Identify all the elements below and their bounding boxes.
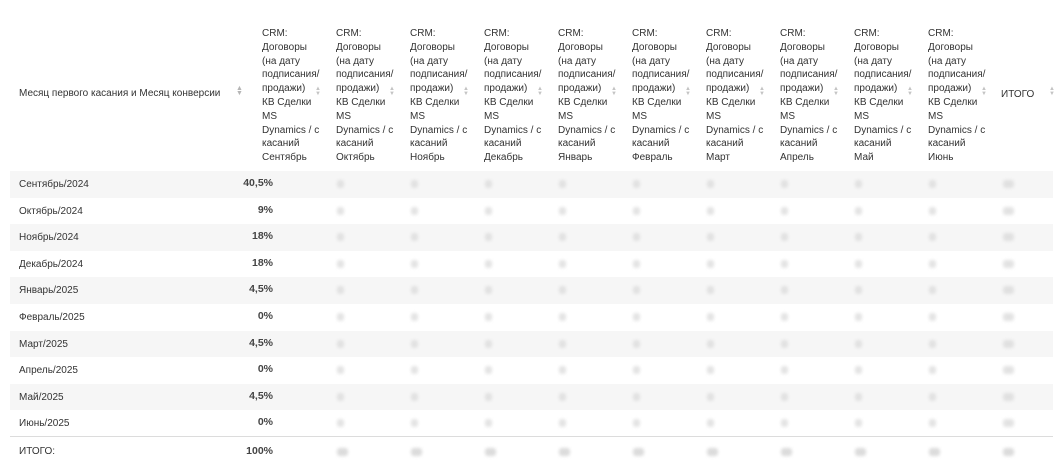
- obscured-cell: [707, 366, 714, 374]
- obscured-cell: [485, 393, 492, 401]
- obscured-cell: [633, 260, 640, 268]
- obscured-cell: [633, 207, 640, 215]
- header-column-line: подписания/: [262, 69, 320, 81]
- header-column-line: подписания/: [336, 69, 394, 81]
- sort-arrows-icon[interactable]: ▲ ▼: [759, 86, 765, 97]
- obscured-cell: [781, 393, 788, 401]
- obscured-cell: [781, 180, 788, 188]
- header-column-line: (на дату: [928, 55, 967, 67]
- header-column-line: продажи): [410, 83, 454, 95]
- header-column-line: Dynamics / с: [706, 124, 764, 136]
- obscured-cell: [855, 207, 862, 215]
- header-column-line: Dynamics / с: [410, 124, 468, 136]
- header-column-line: касаний: [484, 138, 522, 150]
- obscured-cell: [559, 207, 566, 215]
- obscured-cell: [337, 340, 344, 348]
- obscured-cell: [1003, 393, 1014, 401]
- obscured-cell: [559, 419, 566, 427]
- header-column-line: CRM:: [484, 28, 510, 39]
- obscured-cell: [781, 340, 788, 348]
- obscured-total-cell: [559, 448, 570, 456]
- obscured-cell: [559, 260, 566, 268]
- obscured-cell: [633, 313, 640, 321]
- header-column-line: Dynamics / с: [632, 124, 690, 136]
- header-column-line: подписания/: [632, 69, 690, 81]
- table-row: [10, 251, 1053, 278]
- sort-arrows-icon[interactable]: ▲ ▼: [685, 86, 691, 97]
- row-share: 18%: [251, 256, 273, 269]
- header-column-line: касаний: [632, 138, 670, 150]
- header-column-line: подписания/: [484, 69, 542, 81]
- obscured-cell: [633, 340, 640, 348]
- obscured-cell: [1003, 366, 1014, 374]
- obscured-cell: [929, 180, 936, 188]
- obscured-cell: [633, 419, 640, 427]
- obscured-total-cell: [855, 448, 866, 456]
- obscured-cell: [707, 233, 714, 241]
- obscured-cell: [559, 313, 566, 321]
- obscured-cell: [337, 313, 344, 321]
- header-column-line: CRM:: [706, 28, 732, 39]
- header-column-line: продажи): [706, 83, 750, 95]
- header-column-line: Ноябрь: [410, 152, 445, 164]
- obscured-cell: [707, 419, 714, 427]
- header-column-line: Октябрь: [336, 152, 375, 164]
- obscured-cell: [929, 286, 936, 294]
- obscured-cell: [337, 260, 344, 268]
- row-share: 0%: [257, 310, 273, 322]
- obscured-cell: [855, 340, 862, 348]
- header-column-line: (на дату: [410, 55, 449, 67]
- obscured-cell: [633, 286, 640, 294]
- header-column-line: CRM:: [780, 28, 806, 39]
- obscured-cell: [855, 366, 862, 374]
- header-column-line: КВ Сделки: [706, 96, 756, 108]
- row-label: Июнь/2025: [19, 418, 70, 430]
- obscured-cell: [855, 180, 862, 188]
- obscured-cell: [707, 313, 714, 321]
- obscured-cell: [337, 366, 344, 374]
- header-column-line: подписания/: [706, 69, 764, 81]
- header-column-line: КВ Сделки: [336, 96, 386, 108]
- obscured-cell: [781, 366, 788, 374]
- header-column-line: CRM:: [410, 28, 436, 39]
- obscured-total-cell: [411, 448, 422, 456]
- header-column-line: продажи): [336, 83, 380, 95]
- header-column-line: КВ Сделки: [558, 96, 608, 108]
- header-column-line: Dynamics / с: [854, 124, 912, 136]
- obscured-total-cell: [707, 448, 718, 456]
- header-column-line: Dynamics / с: [262, 124, 320, 136]
- obscured-cell: [485, 286, 492, 294]
- obscured-cell: [411, 419, 418, 427]
- obscured-cell: [411, 313, 418, 321]
- obscured-cell: [633, 393, 640, 401]
- header-column-line: продажи): [780, 83, 824, 95]
- total-share: 100%: [246, 445, 273, 457]
- obscured-cell: [1003, 207, 1014, 215]
- row-share: 18%: [251, 230, 273, 243]
- header-column-line: подписания/: [928, 69, 986, 81]
- header-column-line: Dynamics / с: [336, 124, 394, 136]
- obscured-cell: [633, 366, 640, 374]
- obscured-cell: [559, 286, 566, 294]
- obscured-cell: [781, 313, 788, 321]
- obscured-cell: [559, 180, 566, 188]
- header-column-line: MS: [336, 110, 351, 122]
- obscured-cell: [707, 180, 714, 188]
- obscured-cell: [855, 313, 862, 321]
- header-column-line: Договоры: [336, 41, 381, 53]
- header-column-line: Договоры: [410, 41, 455, 53]
- row-share: 40,5%: [243, 177, 273, 189]
- header-column-line: КВ Сделки: [410, 96, 460, 108]
- obscured-cell: [411, 180, 418, 188]
- obscured-cell: [929, 419, 936, 427]
- row-share: 0%: [257, 363, 273, 376]
- table-header: [0, 0, 1053, 172]
- row-label: Сентябрь/2024: [19, 179, 89, 190]
- obscured-cell: [337, 207, 344, 215]
- header-column-line: подписания/: [854, 69, 912, 81]
- header-column-line: касаний: [854, 138, 892, 150]
- obscured-cell: [1003, 419, 1014, 427]
- obscured-cell: [1003, 313, 1014, 321]
- table-row: [10, 410, 1053, 437]
- header-column-line: подписания/: [558, 69, 616, 81]
- header-column-line: касаний: [262, 138, 300, 150]
- obscured-total-cell: [485, 448, 496, 456]
- obscured-cell: [411, 286, 418, 294]
- header-column-line: касаний: [558, 138, 596, 150]
- header-column-line: (на дату: [336, 55, 375, 67]
- header-column-line: CRM:: [336, 28, 362, 39]
- obscured-cell: [411, 366, 418, 374]
- row-share: 4,5%: [249, 336, 273, 349]
- row-label: Март/2025: [19, 338, 68, 350]
- header-column-line: КВ Сделки: [928, 96, 978, 108]
- total-label: ИТОГО:: [19, 446, 56, 457]
- sort-arrows-icon[interactable]: ▲ ▼: [463, 86, 469, 97]
- table-row: [10, 171, 1053, 198]
- row-label: Январь/2025: [19, 285, 79, 297]
- obscured-cell: [707, 286, 714, 294]
- obscured-cell: [707, 340, 714, 348]
- obscured-cell: [781, 286, 788, 294]
- sort-arrows-icon[interactable]: ▲ ▼: [1049, 86, 1055, 97]
- obscured-cell: [929, 366, 936, 374]
- obscured-cell: [337, 233, 344, 241]
- obscured-cell: [929, 313, 936, 321]
- header-total-column[interactable]: ИТОГО: [1001, 89, 1035, 100]
- header-column-line: касаний: [928, 138, 966, 150]
- sort-arrows-icon[interactable]: ▲ ▼: [236, 85, 243, 97]
- header-column-line: MS: [262, 110, 277, 122]
- header-column-line: CRM:: [262, 28, 288, 39]
- header-column-line: касаний: [336, 138, 374, 150]
- header-column-line: продажи): [558, 83, 602, 95]
- row-label: Декабрь/2024: [19, 258, 84, 270]
- header-column-line: (на дату: [854, 55, 893, 67]
- table-row: [10, 357, 1053, 384]
- header-column-line: MS: [928, 110, 943, 122]
- obscured-cell: [781, 260, 788, 268]
- header-column-line: Договоры: [780, 41, 825, 53]
- header-column-line: продажи): [484, 83, 528, 95]
- header-column-line: подписания/: [410, 69, 468, 81]
- header-column-line: MS: [632, 110, 647, 122]
- obscured-cell: [855, 419, 862, 427]
- row-share: 4,5%: [249, 283, 273, 296]
- header-column-line: CRM:: [854, 28, 880, 39]
- header-column-line: Договоры: [558, 41, 603, 53]
- header-first-column[interactable]: Месяц первого касания и Месяц конверсии: [19, 88, 221, 99]
- obscured-cell: [485, 207, 492, 215]
- table-row: [10, 198, 1053, 225]
- row-share: 9%: [257, 203, 273, 216]
- obscured-cell: [485, 180, 492, 188]
- row-label: Апрель/2025: [19, 365, 78, 377]
- obscured-total-cell: [929, 448, 940, 456]
- obscured-cell: [707, 260, 714, 268]
- table-row: [10, 277, 1053, 304]
- obscured-cell: [1003, 233, 1014, 241]
- obscured-cell: [1003, 260, 1014, 268]
- sort-arrows-icon[interactable]: ▲ ▼: [611, 86, 617, 97]
- obscured-cell: [855, 393, 862, 401]
- obscured-cell: [707, 207, 714, 215]
- header-column-line: Dynamics / с: [928, 124, 986, 136]
- obscured-cell: [929, 393, 936, 401]
- header-column-line: продажи): [928, 83, 972, 95]
- table-row: [10, 304, 1053, 331]
- obscured-cell: [929, 260, 936, 268]
- total-row: [10, 437, 1053, 467]
- obscured-cell: [1003, 340, 1014, 348]
- header-column-line: подписания/: [780, 69, 838, 81]
- obscured-cell: [633, 233, 640, 241]
- header-column-line: Договоры: [706, 41, 751, 53]
- header-column-line: касаний: [780, 138, 818, 150]
- obscured-cell: [411, 340, 418, 348]
- obscured-cell: [485, 419, 492, 427]
- header-column-line: Сентябрь: [262, 152, 307, 164]
- obscured-cell: [707, 393, 714, 401]
- obscured-total-cell: [337, 448, 348, 456]
- header-column-line: Договоры: [262, 41, 307, 53]
- header-column-line: CRM:: [632, 28, 658, 39]
- row-label: Октябрь/2024: [19, 205, 83, 217]
- obscured-cell: [1003, 286, 1014, 294]
- sort-arrows-icon[interactable]: ▲ ▼: [981, 86, 987, 97]
- obscured-cell: [485, 233, 492, 241]
- sort-arrows-icon[interactable]: ▲ ▼: [315, 86, 321, 97]
- sort-arrows-icon[interactable]: ▲ ▼: [907, 86, 913, 97]
- header-column-line: Договоры: [928, 41, 973, 53]
- header-column-line: (на дату: [632, 55, 671, 67]
- header-column-line: продажи): [262, 83, 306, 95]
- obscured-cell: [633, 180, 640, 188]
- obscured-cell: [781, 419, 788, 427]
- header-column-line: Dynamics / с: [484, 124, 542, 136]
- obscured-cell: [411, 393, 418, 401]
- obscured-cell: [411, 260, 418, 268]
- header-column-line: Апрель: [780, 152, 814, 164]
- header-column-line: MS: [706, 110, 721, 122]
- obscured-cell: [855, 286, 862, 294]
- header-column-line: Договоры: [854, 41, 899, 53]
- sort-arrows-icon[interactable]: ▲ ▼: [833, 86, 839, 97]
- obscured-cell: [485, 340, 492, 348]
- table-row: [10, 224, 1053, 251]
- header-column-line: КВ Сделки: [780, 96, 830, 108]
- obscured-cell: [485, 260, 492, 268]
- obscured-cell: [559, 340, 566, 348]
- sort-arrows-icon[interactable]: ▲ ▼: [537, 86, 543, 97]
- header-column-line: (на дату: [706, 55, 745, 67]
- header-column-line: MS: [410, 110, 425, 122]
- header-column-line: Договоры: [484, 41, 529, 53]
- obscured-cell: [337, 180, 344, 188]
- obscured-cell: [559, 233, 566, 241]
- header-column-line: MS: [484, 110, 499, 122]
- table-row: [10, 384, 1053, 411]
- header-column-line: CRM:: [928, 28, 954, 39]
- obscured-cell: [337, 286, 344, 294]
- header-column-line: касаний: [410, 138, 448, 150]
- header-column-line: Договоры: [632, 41, 677, 53]
- obscured-cell: [337, 419, 344, 427]
- row-label: Ноябрь/2024: [19, 232, 79, 244]
- obscured-cell: [929, 340, 936, 348]
- header-column-line: CRM:: [558, 28, 584, 39]
- header-column-line: Dynamics / с: [780, 124, 838, 136]
- header-column-line: (на дату: [558, 55, 597, 67]
- header-column-line: MS: [558, 110, 573, 122]
- header-column-line: продажи): [632, 83, 676, 95]
- obscured-cell: [485, 313, 492, 321]
- obscured-cell: [929, 207, 936, 215]
- row-share: 0%: [257, 416, 273, 429]
- obscured-cell: [411, 233, 418, 241]
- obscured-cell: [855, 260, 862, 268]
- header-column-line: Май: [854, 152, 874, 164]
- obscured-cell: [929, 233, 936, 241]
- header-column-line: КВ Сделки: [484, 96, 534, 108]
- row-share: 4,5%: [249, 389, 273, 402]
- header-column-line: MS: [854, 110, 869, 122]
- obscured-total-cell: [633, 448, 644, 456]
- header-column-line: Декабрь: [484, 152, 523, 164]
- row-label: Февраль/2025: [19, 312, 85, 323]
- header-column-line: Январь: [558, 152, 593, 164]
- header-column-line: MS: [780, 110, 795, 122]
- header-column-line: Февраль: [632, 152, 673, 164]
- header-column-line: КВ Сделки: [854, 96, 904, 108]
- obscured-cell: [337, 393, 344, 401]
- obscured-cell: [559, 366, 566, 374]
- obscured-cell: [781, 233, 788, 241]
- header-column-line: касаний: [706, 138, 744, 150]
- obscured-cell: [559, 393, 566, 401]
- header-column-line: (на дату: [780, 55, 819, 67]
- header-column-line: (на дату: [262, 55, 301, 67]
- header-column-line: КВ Сделки: [262, 96, 312, 108]
- obscured-total-cell: [1003, 448, 1014, 456]
- obscured-cell: [411, 207, 418, 215]
- header-column-line: продажи): [854, 83, 898, 95]
- row-label: Май/2025: [19, 391, 64, 403]
- header-column-line: Dynamics / с: [558, 124, 616, 136]
- sort-arrows-icon[interactable]: ▲ ▼: [389, 86, 395, 97]
- table-row: [10, 331, 1053, 358]
- obscured-cell: [1003, 180, 1014, 188]
- header-column-line: (на дату: [484, 55, 523, 67]
- header-column-line: Март: [706, 152, 730, 164]
- obscured-cell: [855, 233, 862, 241]
- header-column-line: КВ Сделки: [632, 96, 682, 108]
- obscured-cell: [781, 207, 788, 215]
- header-column-line: Июнь: [928, 152, 954, 164]
- obscured-total-cell: [781, 448, 792, 456]
- obscured-cell: [485, 366, 492, 374]
